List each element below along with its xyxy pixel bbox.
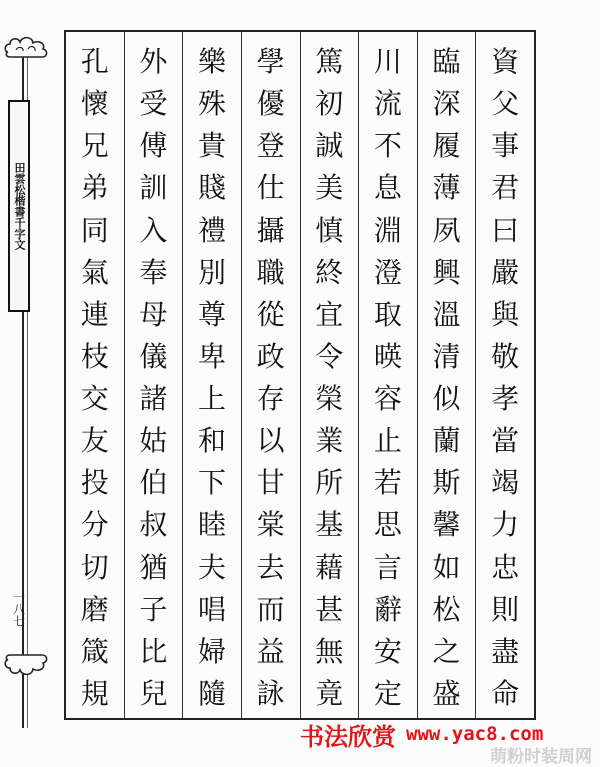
calligraphy-character: 事 — [491, 129, 520, 163]
calligraphy-character: 唱 — [198, 592, 227, 626]
calligraphy-character: 嚴 — [491, 255, 520, 289]
calligraphy-character: 而 — [256, 592, 285, 626]
calligraphy-character: 基 — [315, 508, 344, 542]
calligraphy-character: 夙 — [432, 213, 461, 247]
calligraphy-character: 儀 — [139, 339, 168, 373]
calligraphy-character: 箴 — [80, 634, 109, 668]
calligraphy-character: 卑 — [198, 339, 227, 373]
calligraphy-character: 外 — [139, 45, 168, 78]
calligraphy-character: 兄 — [80, 129, 109, 163]
page-number — [8, 574, 30, 644]
text-column — [124, 32, 183, 718]
calligraphy-character: 伯 — [139, 466, 168, 500]
calligraphy-character: 登 — [256, 129, 285, 163]
calligraphy-character: 令 — [315, 339, 344, 373]
calligraphy-character: 別 — [198, 255, 227, 289]
text-column — [300, 32, 359, 718]
calligraphy-character: 息 — [373, 171, 402, 205]
calligraphy-grid — [64, 30, 536, 720]
calligraphy-character: 子 — [139, 592, 168, 626]
calligraphy-character: 孔 — [80, 45, 109, 78]
calligraphy-character: 切 — [80, 550, 109, 584]
calligraphy-character: 益 — [256, 634, 285, 668]
watermark-site-name: 书法欣赏 — [300, 722, 396, 751]
calligraphy-character: 辭 — [373, 592, 402, 626]
calligraphy-character: 同 — [80, 213, 109, 247]
calligraphy-character: 思 — [373, 508, 402, 542]
calligraphy-character: 從 — [256, 297, 285, 331]
calligraphy-character: 君 — [491, 171, 520, 205]
calligraphy-character: 則 — [491, 592, 520, 626]
calligraphy-character: 攝 — [256, 213, 285, 247]
calligraphy-character: 隨 — [198, 676, 227, 710]
calligraphy-character: 容 — [373, 382, 402, 415]
calligraphy-character: 業 — [315, 424, 344, 458]
calligraphy-character: 竟 — [315, 676, 344, 710]
calligraphy-character: 宜 — [315, 297, 344, 331]
calligraphy-character: 磨 — [80, 592, 109, 626]
calligraphy-character: 誠 — [315, 129, 344, 163]
calligraphy-character: 分 — [80, 508, 109, 542]
calligraphy-character: 諸 — [139, 382, 168, 415]
calligraphy-character: 受 — [139, 87, 168, 121]
calligraphy-character: 入 — [139, 213, 168, 247]
text-column — [182, 32, 241, 718]
calligraphy-character: 政 — [256, 339, 285, 373]
calligraphy-character: 姑 — [139, 424, 168, 458]
calligraphy-character: 連 — [80, 297, 109, 331]
calligraphy-character: 和 — [198, 424, 227, 458]
calligraphy-character: 所 — [315, 466, 344, 500]
text-column — [417, 32, 476, 718]
calligraphy-character: 下 — [198, 466, 227, 500]
calligraphy-character: 禮 — [198, 213, 227, 247]
page-number-text: 一八七 — [11, 591, 26, 627]
calligraphy-character: 取 — [373, 297, 402, 331]
calligraphy-character: 臨 — [432, 45, 461, 78]
calligraphy-character: 氣 — [80, 255, 109, 289]
calligraphy-character: 淵 — [373, 213, 402, 247]
calligraphy-character: 暎 — [373, 339, 402, 373]
secondary-watermark: 萌粉时装周网 — [490, 747, 592, 767]
calligraphy-character: 盡 — [491, 634, 520, 668]
calligraphy-character: 深 — [432, 87, 461, 121]
calligraphy-character: 樂 — [198, 45, 227, 78]
text-column — [358, 32, 417, 718]
calligraphy-character: 貴 — [198, 129, 227, 163]
calligraphy-character: 以 — [256, 424, 285, 458]
calligraphy-character: 殊 — [198, 87, 227, 121]
calligraphy-character: 賤 — [198, 171, 227, 205]
calligraphy-character: 猶 — [139, 550, 168, 584]
calligraphy-character: 與 — [491, 297, 520, 331]
calligraphy-character: 忠 — [491, 550, 520, 584]
book-title-box — [8, 100, 30, 312]
cloud-ornament-icon — [2, 32, 52, 62]
calligraphy-character: 安 — [373, 634, 402, 668]
calligraphy-character: 力 — [491, 508, 520, 542]
calligraphy-character: 命 — [491, 676, 520, 710]
calligraphy-character: 似 — [432, 382, 461, 415]
calligraphy-character: 枝 — [80, 339, 109, 373]
left-margin-ornament — [0, 0, 54, 764]
calligraphy-character: 甚 — [315, 592, 344, 626]
calligraphy-character: 初 — [315, 87, 344, 121]
text-column — [66, 32, 124, 718]
calligraphy-character: 當 — [491, 424, 520, 458]
calligraphy-character: 交 — [80, 382, 109, 415]
calligraphy-character: 睦 — [198, 508, 227, 542]
calligraphy-character: 詠 — [256, 676, 285, 710]
calligraphy-character: 竭 — [491, 466, 520, 500]
calligraphy-character: 棠 — [256, 508, 285, 542]
calligraphy-character: 篤 — [315, 45, 344, 78]
calligraphy-character: 松 — [432, 592, 461, 626]
calligraphy-character: 榮 — [315, 382, 344, 415]
calligraphy-character: 父 — [491, 87, 520, 121]
calligraphy-character: 學 — [256, 45, 285, 78]
calligraphy-character: 盛 — [432, 676, 461, 710]
calligraphy-character: 慎 — [315, 213, 344, 247]
calligraphy-character: 比 — [139, 634, 168, 668]
calligraphy-character: 母 — [139, 297, 168, 331]
calligraphy-character: 奉 — [139, 255, 168, 289]
calligraphy-character: 兒 — [139, 676, 168, 710]
calligraphy-character: 如 — [432, 550, 461, 584]
calligraphy-character: 興 — [432, 255, 461, 289]
watermark-url: www.yac8.com — [406, 723, 544, 745]
calligraphy-character: 婦 — [198, 634, 227, 668]
calligraphy-character: 流 — [373, 87, 402, 121]
calligraphy-character: 言 — [373, 550, 402, 584]
calligraphy-character: 優 — [256, 87, 285, 121]
calligraphy-character: 甘 — [256, 466, 285, 500]
calligraphy-character: 止 — [373, 424, 402, 458]
calligraphy-character: 尊 — [198, 297, 227, 331]
calligraphy-character: 敬 — [491, 339, 520, 373]
calligraphy-character: 訓 — [139, 171, 168, 205]
calligraphy-character: 傅 — [139, 129, 168, 163]
calligraphy-character: 職 — [256, 255, 285, 289]
calligraphy-character: 清 — [432, 339, 461, 373]
calligraphy-character: 規 — [80, 676, 109, 710]
calligraphy-character: 投 — [80, 466, 109, 500]
calligraphy-character: 蘭 — [432, 424, 461, 458]
calligraphy-character: 薄 — [432, 171, 461, 205]
calligraphy-character: 懷 — [80, 87, 109, 121]
calligraphy-character: 上 — [198, 382, 227, 415]
calligraphy-character: 之 — [432, 634, 461, 668]
calligraphy-character: 馨 — [432, 508, 461, 542]
calligraphy-character: 澄 — [373, 255, 402, 289]
calligraphy-character: 履 — [432, 129, 461, 163]
book-title: 田雲松楷書千字文 — [13, 162, 26, 250]
calligraphy-character: 弟 — [80, 171, 109, 205]
calligraphy-character: 資 — [491, 45, 520, 78]
calligraphy-character: 曰 — [491, 213, 520, 247]
calligraphy-character: 無 — [315, 634, 344, 668]
calligraphy-character: 溫 — [432, 297, 461, 331]
calligraphy-character: 叔 — [139, 508, 168, 542]
calligraphy-character: 去 — [256, 550, 285, 584]
text-column — [475, 32, 534, 718]
calligraphy-character: 藉 — [315, 550, 344, 584]
calligraphy-character: 不 — [373, 129, 402, 163]
calligraphy-character: 斯 — [432, 466, 461, 500]
calligraphy-character: 存 — [256, 382, 285, 415]
calligraphy-character: 夫 — [198, 550, 227, 584]
calligraphy-character: 定 — [373, 676, 402, 710]
calligraphy-character: 仕 — [256, 171, 285, 205]
calligraphy-character: 終 — [315, 255, 344, 289]
calligraphy-character: 川 — [373, 45, 402, 78]
text-column — [241, 32, 300, 718]
cloud-ornament-icon — [2, 648, 52, 678]
calligraphy-character: 孝 — [491, 382, 520, 415]
calligraphy-character: 友 — [80, 424, 109, 458]
calligraphy-character: 美 — [315, 171, 344, 205]
calligraphy-character: 若 — [373, 466, 402, 500]
